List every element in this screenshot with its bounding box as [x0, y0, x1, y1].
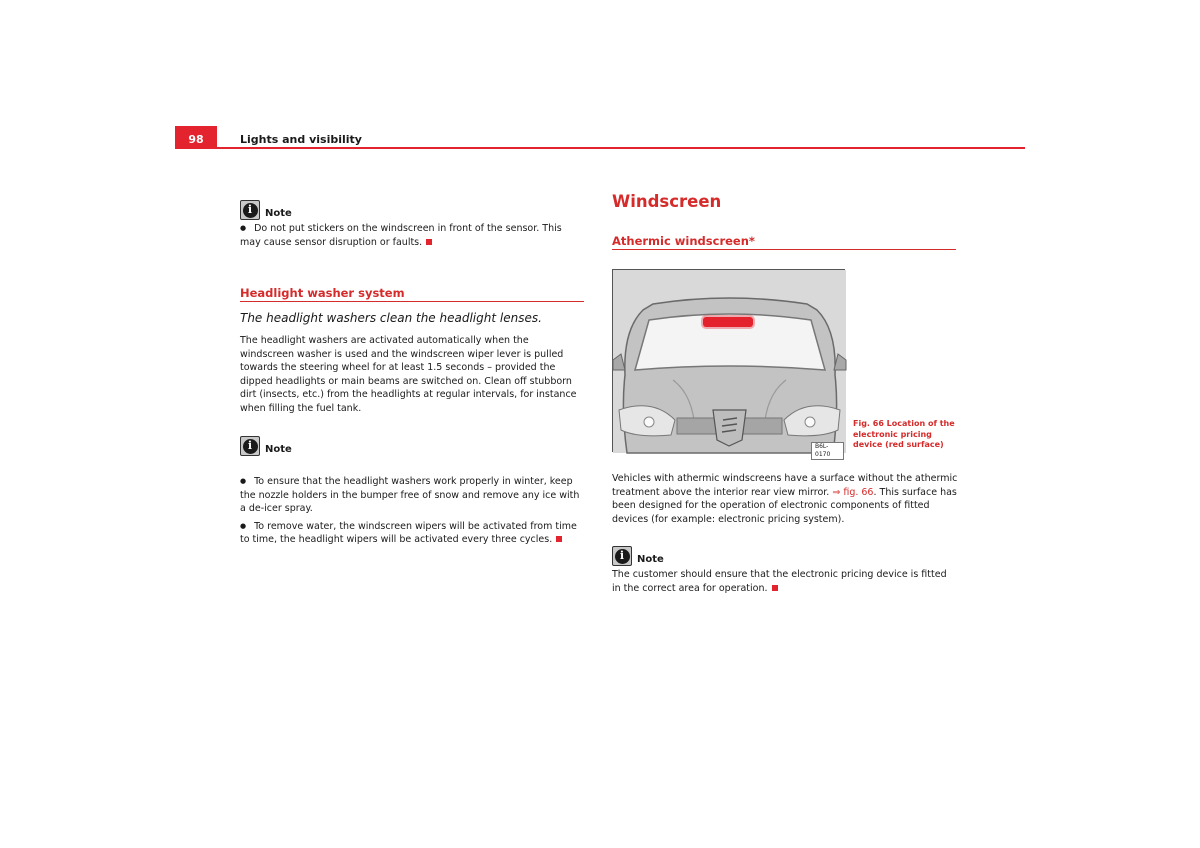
note-text-content: The customer should ensure that the electronic pricing device is fitted in the correct area for operation.	[612, 569, 947, 594]
figure-reference-link[interactable]: ⇒ fig. 66	[832, 486, 874, 498]
note-bullet	[240, 222, 584, 249]
left-column	[240, 196, 584, 547]
note-label: Note	[265, 208, 292, 219]
info-i-icon: i	[612, 546, 632, 566]
note-label: Note	[265, 444, 292, 455]
section-heading: Athermic windscreen*	[612, 234, 956, 250]
red-square-icon	[426, 239, 432, 245]
note-heading	[612, 542, 958, 566]
right-column-body	[612, 472, 958, 595]
note-bullet-text: To remove water, the windscreen wipers will be activated from time to time, the headlight wipers will be activated every three cycles.	[240, 520, 577, 545]
note-bullet	[240, 520, 584, 547]
page-title: Windscreen	[612, 192, 722, 211]
page-number: 98	[175, 126, 217, 148]
right-column	[612, 190, 956, 250]
figure-caption: Fig. 66 Location of the electronic pricing device (red surface)	[853, 419, 955, 449]
running-header-title: Lights and visibility	[240, 133, 362, 146]
red-square-icon	[772, 585, 778, 591]
body-paragraph: The headlight washers are activated automatically when the windscreen washer is used and the windscreen wiper lever is pulled towards the steering wheel for at least 1.5 seconds – provided the dipped headlights or main beams are switched on. Clean off stubborn dirt (insects, etc.) from the headlights at regular intervals, for instance when filling the fuel tank.	[240, 335, 577, 414]
note-heading	[240, 432, 584, 456]
car-front-figure	[612, 269, 845, 458]
car-front-illustration	[613, 270, 846, 453]
body-text: . This surface has been designed for the operation of electronic components of fitted devices (for example: electronic pricing system).	[612, 486, 957, 525]
note-bullet-text: Do not put stickers on the windscreen in front of the sensor. This may cause sensor disruption or faults.	[240, 223, 562, 248]
body-paragraph	[612, 472, 958, 526]
header-rule	[175, 147, 1025, 149]
figure-code: B6L-0170	[811, 442, 844, 460]
note-text	[612, 568, 958, 595]
note-heading	[240, 196, 584, 220]
note-bullet: ● To ensure that the headlight washers work properly in winter, keep the nozzle holders in the bumper free of snow and remove any ice with a de-icer spray.	[240, 475, 584, 516]
red-square-icon	[556, 536, 562, 542]
note-label: Note	[637, 554, 664, 565]
section-heading: Headlight washer system	[240, 286, 584, 302]
lead-text: The headlight washers clean the headlight lenses.	[240, 311, 542, 325]
body-text: Vehicles with athermic windscreens have a surface without the athermic treatment above the interior rear view mirror.	[612, 473, 958, 498]
info-i-icon: i	[240, 436, 260, 456]
info-i-icon: i	[240, 200, 260, 220]
